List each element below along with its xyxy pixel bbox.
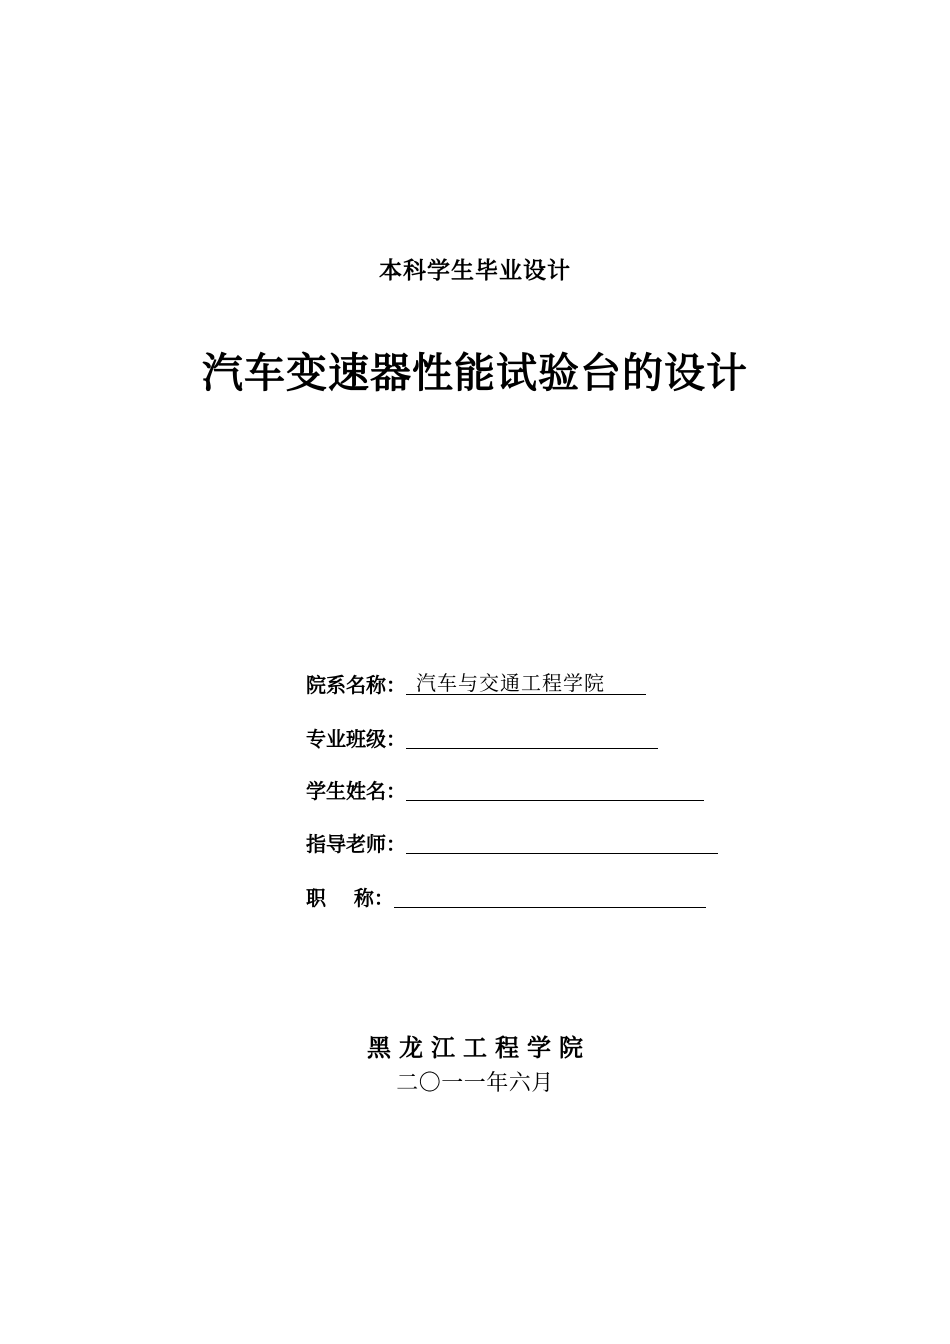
- student-name-value: [406, 777, 704, 801]
- student-name-field: [306, 776, 704, 804]
- advisor-value: [406, 830, 718, 854]
- submission-date: 二〇一一年六月: [396, 1071, 554, 1096]
- advisor-field: [306, 829, 718, 857]
- job-title-label: 职 称：: [306, 886, 394, 910]
- student-name-label: 学生姓名：: [306, 779, 406, 803]
- advisor-label: 指导老师：: [306, 832, 406, 856]
- job-title-value: [394, 884, 706, 908]
- major-class-field: [306, 724, 658, 752]
- major-class-value: [406, 725, 658, 749]
- institution-name: 黑龙江工程学院: [367, 1033, 591, 1062]
- job-title-field: [306, 883, 706, 911]
- department-value: 汽车与交通工程学院: [406, 671, 646, 695]
- thesis-title: 汽车变速器性能试验台的设计: [202, 349, 748, 397]
- department-field: [306, 670, 646, 698]
- major-class-label: 专业班级：: [306, 727, 406, 751]
- document-type-heading: 本科学生毕业设计: [379, 257, 571, 284]
- department-label: 院系名称：: [306, 673, 406, 697]
